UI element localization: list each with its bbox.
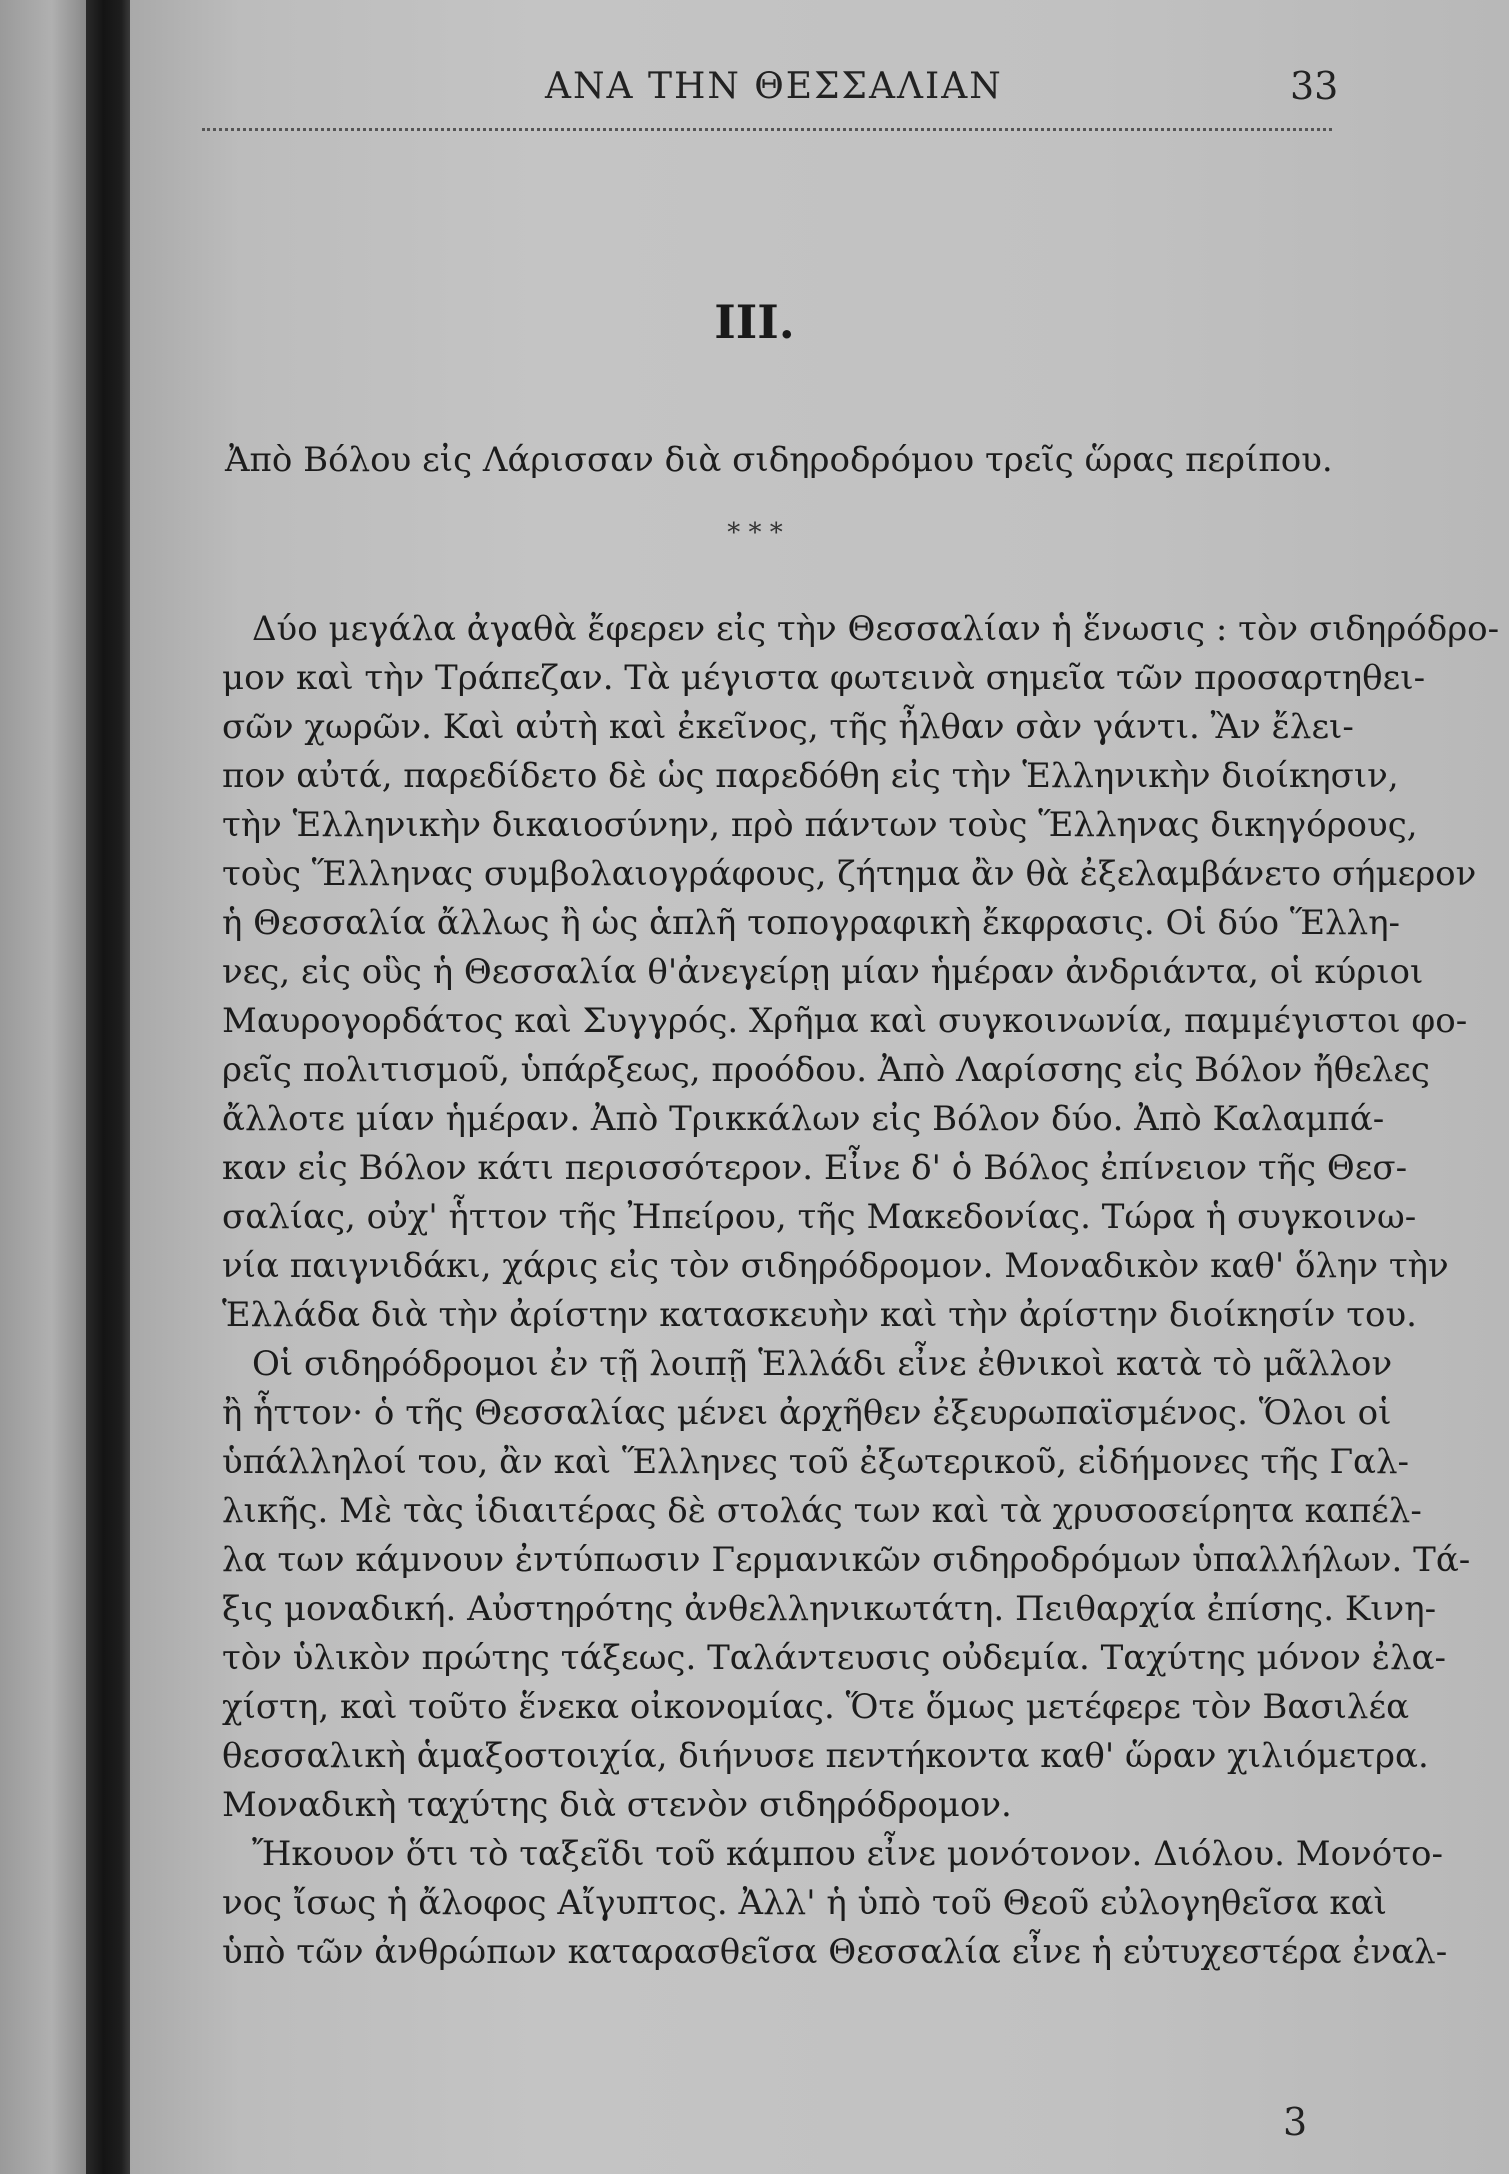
- text-line: ρεῖς πολιτισμοῦ, ὑπάρξεως, προόδου. Ἀπὸ Λαρίσσης εἰς Βόλον ἤθελες: [222, 1050, 1430, 1090]
- text-line: τὴν Ἑλληνικὴν δικαιοσύνην, πρὸ πάντων τοὺς Ἕλληνας δικηγόρους,: [222, 805, 1418, 845]
- chapter-subtitle: Ἀπὸ Βόλου εἰς Λάρισσαν διὰ σιδηροδρόμου τρεῖς ὥρας περίπου.: [225, 440, 1333, 480]
- header-rule: [202, 128, 1332, 131]
- asterism-divider: * * *: [727, 518, 783, 548]
- text-line: Ἤκουον ὅτι τὸ ταξεῖδι τοῦ κάμπου εἶνε μονότονον. Διόλου. Μονότο-: [252, 1834, 1443, 1874]
- chapter-numeral: III.: [714, 295, 795, 349]
- text-line: λα των κάμνουν ἐντύπωσιν Γερμανικῶν σιδηροδρόμων ὑπαλλήλων. Τά-: [222, 1540, 1471, 1580]
- text-line: πον αὐτά, παρεδίδετο δὲ ὡς παρεδόθη εἰς τὴν Ἑλληνικὴν διοίκησιν,: [222, 756, 1399, 796]
- text-line: καν εἰς Βόλον κάτι περισσότερον. Εἶνε δ' ὁ Βόλος ἐπίνειον τῆς Θεσ-: [222, 1148, 1408, 1188]
- text-line: τοὺς Ἕλληνας συμβολαιογράφους, ζήτημα ἂν θὰ ἐξελαμβάνετο σήμερον: [222, 854, 1477, 894]
- text-line: ὑπὸ τῶν ἀνθρώπων καταρασθεῖσα Θεσσαλία εἶνε ἡ εὐτυχεστέρα ἐναλ-: [222, 1932, 1448, 1972]
- text-line: νία παιγνιδάκι, χάρις εἰς τὸν σιδηρόδρομον. Μοναδικὸν καθ' ὅλην τὴν: [222, 1246, 1449, 1286]
- text-line: λικῆς. Μὲ τὰς ἰδιαιτέρας δὲ στολάς των καὶ τὰ χρυσοσείρητα καπέλ-: [222, 1491, 1422, 1531]
- text-line: ὑπάλληλοί του, ἂν καὶ Ἕλληνες τοῦ ἐξωτερικοῦ, εἰδήμονες τῆς Γαλ-: [222, 1442, 1410, 1482]
- text-line: σῶν χωρῶν. Καὶ αὐτὴ καὶ ἐκεῖνος, τῆς ἦλθαν σὰν γάντι. Ἂν ἔλει-: [222, 707, 1354, 747]
- text-line: ἢ ἧττον· ὁ τῆς Θεσσαλίας μένει ἀρχῆθεν ἐξευρωπαϊσμένος. Ὅλοι οἱ: [222, 1393, 1392, 1433]
- text-line: Μαυρογορδάτος καὶ Συγγρός. Χρῆμα καὶ συγκοινωνία, παμμέγιστοι φο-: [222, 1001, 1468, 1041]
- running-title: ΑΝΑ ΤΗΝ ΘΕΣΣΑΛΙΑΝ: [545, 66, 1003, 107]
- text-line: Μοναδικὴ ταχύτης διὰ στενὸν σιδηρόδρομον.: [222, 1785, 1012, 1825]
- text-line: χίστη, καὶ τοῦτο ἕνεκα οἰκονομίας. Ὅτε ὅμως μετέφερε τὸν Βασιλέα: [222, 1687, 1410, 1727]
- text-line: Οἱ σιδηρόδρομοι ἐν τῇ λοιπῇ Ἑλλάδι εἶνε ἐθνικοὶ κατὰ τὸ μᾶλλον: [252, 1344, 1393, 1384]
- text-line: ἡ Θεσσαλία ἄλλως ἢ ὡς ἁπλῆ τοπογραφικὴ ἔκφρασις. Οἱ δύο Ἕλλη-: [222, 903, 1401, 943]
- text-line: τὸν ὑλικὸν πρώτης τάξεως. Ταλάντευσις οὐδεμία. Ταχύτης μόνον ἐλα-: [222, 1638, 1446, 1678]
- text-line: Δύο μεγάλα ἀγαθὰ ἔφερεν εἰς τὴν Θεσσαλίαν ἡ ἕνωσις : τὸν σιδηρόδρο-: [252, 609, 1500, 649]
- text-line: νος ἴσως ἡ ἄλοφος Αἴγυπτος. Ἀλλ' ἡ ὑπὸ τοῦ Θεοῦ εὐλογηθεῖσα καὶ: [222, 1883, 1387, 1923]
- text-line: ξις μοναδική. Αὐστηρότης ἀνθελληνικωτάτη. Πειθαρχία ἐπίσης. Κινη-: [222, 1589, 1437, 1629]
- body-text: [222, 605, 1500, 1977]
- text-line: ἄλλοτε μίαν ἡμέραν. Ἀπὸ Τρικκάλων εἰς Βόλον δύο. Ἀπὸ Καλαμπά-: [222, 1099, 1385, 1139]
- text-line: Ἑλλάδα διὰ τὴν ἀρίστην κατασκευὴν καὶ τὴν ἀρίστην διοίκησίν του.: [222, 1295, 1417, 1335]
- text-line: νες, εἰς οὓς ἡ Θεσσαλία θ'ἀνεγείρῃ μίαν ἡμέραν ἀνδριάντα, οἱ κύριοι: [222, 952, 1424, 992]
- page-number: 33: [1290, 64, 1339, 108]
- text-line: θεσσαλικὴ ἁμαξοστοιχία, διήνυσε πεντήκοντα καθ' ὥραν χιλιόμετρα.: [222, 1736, 1429, 1776]
- signature-mark: 3: [1283, 2100, 1308, 2144]
- text-line: σαλίας, οὐχ' ἧττον τῆς Ἠπείρου, τῆς Μακεδονίας. Τώρα ἡ συγκοινω-: [222, 1197, 1417, 1237]
- text-line: μον καὶ τὴν Τράπεζαν. Τὰ μέγιστα φωτεινὰ σημεῖα τῶν προσαρτηθει-: [222, 658, 1426, 698]
